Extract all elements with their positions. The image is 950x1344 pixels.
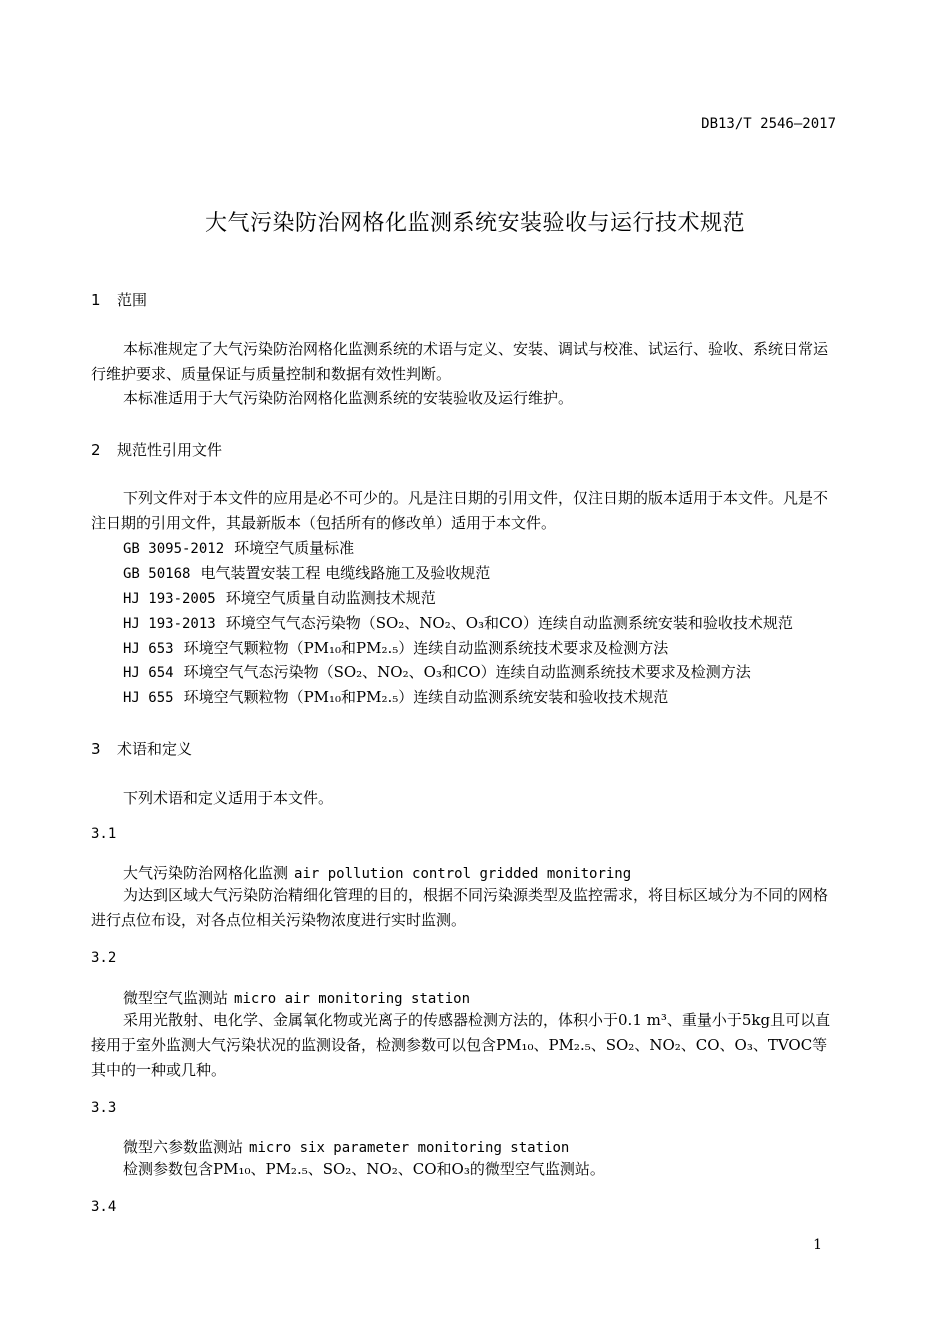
section-title: 规范性引用文件 (117, 441, 223, 459)
reference-item: HJ 655 环境空气颗粒物（PM₁₀和PM₂.₅）连续自动监测系统安装和验收技术规范 (123, 688, 669, 706)
section-number: 3 (91, 740, 101, 758)
term-cn: 微型六参数监测站 (123, 1138, 244, 1156)
term-number: 3.2 (91, 950, 117, 966)
section-2-intro: 下列文件对于本文件的应用是必不可少的。凡是注日期的引用文件，仅注日期的版本适用于本文件。凡是不注日期的引用文件，其最新版本（包括所有的修改单）适用于本文件。 (91, 489, 829, 532)
term-number: 3.1 (91, 826, 117, 842)
section-2-heading (91, 439, 222, 460)
section-1-paragraph-1: 本标准规定了大气污染防治网格化监测系统的术语与定义、安装、调试与校准、试运行、验收、系统日常运行维护要求、质量保证与质量控制和数据有效性判断。 (91, 340, 829, 383)
term-en: air pollution control gridded monitoring (294, 866, 632, 882)
term-en: micro air monitoring station (234, 991, 471, 1007)
section-title: 术语和定义 (117, 740, 193, 758)
reference-item: GB 50168 电气装置安装工程 电缆线路施工及验收规范 (123, 564, 491, 582)
section-number: 2 (91, 441, 101, 459)
standard-code: DB13/T 2546—2017 (701, 116, 836, 132)
term-heading (123, 862, 631, 883)
section-1-heading (91, 289, 147, 310)
reference-item: GB 3095-2012 环境空气质量标准 (123, 539, 355, 557)
page-number: 1 (813, 1237, 822, 1253)
reference-item: HJ 193-2013 环境空气气态污染物（SO₂、NO₂、O₃和CO）连续自动监测系统安装和验收技术规范 (123, 614, 793, 632)
term-cn: 大气污染防治网格化监测 (123, 864, 289, 882)
reference-item: HJ 193-2005 环境空气质量自动监测技术规范 (123, 589, 436, 607)
term-en: micro six parameter monitoring station (249, 1140, 570, 1156)
reference-item: HJ 654 环境空气气态污染物（SO₂、NO₂、O₃和CO）连续自动监测系统技术要求及检测方法 (123, 663, 751, 681)
term-definition: 为达到区域大气污染防治精细化管理的目的，根据不同污染源类型及监控需求，将目标区域分为不同的网格进行点位布设，对各点位相关污染物浓度进行实时监测。 (91, 886, 829, 929)
term-number: 3.3 (91, 1100, 117, 1116)
term-cn: 微型空气监测站 (123, 989, 229, 1007)
section-3-heading (91, 738, 192, 759)
section-3-intro: 下列术语和定义适用于本文件。 (123, 789, 334, 807)
term-heading (123, 1136, 569, 1157)
reference-item: HJ 653 环境空气颗粒物（PM₁₀和PM₂.₅）连续自动监测系统技术要求及检测方法 (123, 639, 669, 657)
term-definition: 采用光散射、电化学、金属氧化物或光离子的传感器检测方法的，体积小于0.1 m³、重量小于5kg且可以直接用于室外监测大气污染状况的监测设备，检测参数可以包含PM₁₀、PM₂.₅、SO₂、NO₂、CO、O₃、TVOC等其中的一种或几种。 (91, 1011, 831, 1079)
term-definition: 检测参数包含PM₁₀、PM₂.₅、SO₂、NO₂、CO和O₃的微型空气监测站。 (123, 1160, 605, 1178)
section-title: 范围 (117, 291, 148, 309)
section-number: 1 (91, 291, 101, 309)
term-heading (123, 987, 470, 1008)
term-number: 3.4 (91, 1199, 117, 1215)
document-title: 大气污染防治网格化监测系统安装验收与运行技术规范 (204, 211, 745, 236)
section-1-paragraph-2: 本标准适用于大气污染防治网格化监测系统的安装验收及运行维护。 (123, 389, 574, 407)
